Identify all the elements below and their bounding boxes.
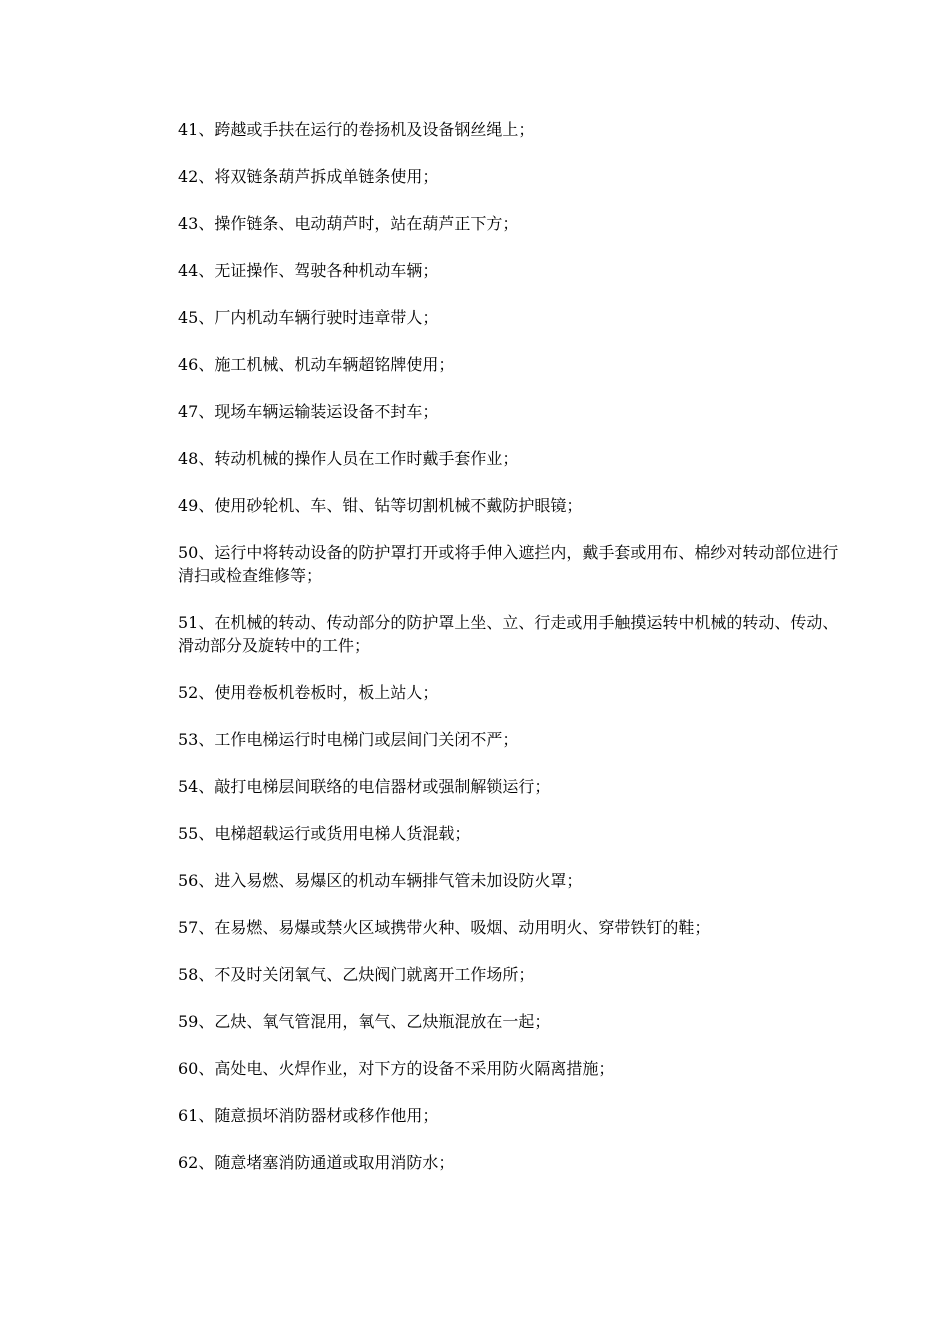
list-item bbox=[178, 1057, 950, 1080]
list-item-text: 42、将双链条葫芦拆成单链条使用； bbox=[178, 167, 439, 186]
list-item-text: 61、随意损坏消防器材或移作他用； bbox=[178, 1106, 439, 1125]
item-spacer bbox=[178, 657, 950, 681]
item-spacer bbox=[178, 1033, 950, 1057]
list-item bbox=[178, 869, 950, 892]
item-spacer bbox=[178, 423, 950, 447]
list-item bbox=[178, 212, 950, 235]
list-item-text: 53、工作电梯运行时电梯门或层间门关闭不严； bbox=[178, 730, 519, 749]
list-item-text: 47、现场车辆运输装运设备不封车； bbox=[178, 402, 439, 421]
item-spacer bbox=[178, 892, 950, 916]
list-item bbox=[178, 400, 950, 423]
list-item-text: 54、敲打电梯层间联络的电信器材或强制解锁运行； bbox=[178, 777, 551, 796]
list-item-text: 57、在易燃、易爆或禁火区域携带火种、吸烟、动用明火、穿带铁钉的鞋； bbox=[178, 918, 711, 937]
item-spacer bbox=[178, 141, 950, 165]
list-item bbox=[178, 822, 950, 845]
list-item-text: 43、操作链条、电动葫芦时，站在葫芦正下方； bbox=[178, 214, 519, 233]
list-item-text: 60、高处电、火焊作业，对下方的设备不采用防火隔离措施； bbox=[178, 1059, 615, 1078]
list-item-text: 52、使用卷板机卷板时，板上站人； bbox=[178, 683, 439, 702]
item-spacer bbox=[178, 1080, 950, 1104]
item-spacer bbox=[178, 329, 950, 353]
list-item bbox=[178, 447, 950, 470]
list-item-text: 49、使用砂轮机、车、钳、钻等切割机械不戴防护眼镜； bbox=[178, 496, 583, 515]
list-item-text: 56、进入易燃、易爆区的机动车辆排气管未加设防火罩； bbox=[178, 871, 583, 890]
rule-list bbox=[178, 118, 950, 1174]
list-item bbox=[178, 1104, 950, 1127]
list-item-text: 58、不及时关闭氧气、乙炔阀门就离开工作场所； bbox=[178, 965, 535, 984]
list-item bbox=[178, 916, 950, 939]
item-spacer bbox=[178, 235, 950, 259]
list-item-text: 44、无证操作、驾驶各种机动车辆； bbox=[178, 261, 439, 280]
item-spacer bbox=[178, 704, 950, 728]
list-item bbox=[178, 1010, 950, 1033]
list-item-text: 51、在机械的转动、传动部分的防护罩上坐、立、行走或用手触摸运转中机械的转动、传动、 bbox=[178, 613, 839, 632]
item-spacer bbox=[178, 798, 950, 822]
list-item-text: 59、乙炔、氧气管混用，氧气、乙炔瓶混放在一起； bbox=[178, 1012, 551, 1031]
item-spacer bbox=[178, 1127, 950, 1151]
item-spacer bbox=[178, 282, 950, 306]
list-item bbox=[178, 541, 950, 587]
item-spacer bbox=[178, 587, 950, 611]
list-item bbox=[178, 1151, 950, 1174]
list-item bbox=[178, 165, 950, 188]
list-item bbox=[178, 353, 950, 376]
list-item-text: 50、运行中将转动设备的防护罩打开或将手伸入遮拦内，戴手套或用布、棉纱对转动部位进行 bbox=[178, 543, 839, 562]
list-item-text: 46、施工机械、机动车辆超铭牌使用； bbox=[178, 355, 455, 374]
list-item-text: 55、电梯超载运行或货用电梯人货混载； bbox=[178, 824, 471, 843]
item-spacer bbox=[178, 986, 950, 1010]
item-spacer bbox=[178, 517, 950, 541]
list-item bbox=[178, 775, 950, 798]
list-item-text: 62、随意堵塞消防通道或取用消防水； bbox=[178, 1153, 455, 1172]
list-item bbox=[178, 306, 950, 329]
list-item bbox=[178, 611, 950, 657]
list-item-text: 滑动部分及旋转中的工件； bbox=[178, 636, 371, 655]
item-spacer bbox=[178, 470, 950, 494]
item-spacer bbox=[178, 751, 950, 775]
item-spacer bbox=[178, 845, 950, 869]
list-item-text: 45、厂内机动车辆行驶时违章带人； bbox=[178, 308, 439, 327]
item-spacer bbox=[178, 188, 950, 212]
list-item bbox=[178, 681, 950, 704]
item-spacer bbox=[178, 939, 950, 963]
list-item bbox=[178, 963, 950, 986]
list-item bbox=[178, 494, 950, 517]
list-item-text: 41、跨越或手扶在运行的卷扬机及设备钢丝绳上； bbox=[178, 120, 535, 139]
list-item bbox=[178, 259, 950, 282]
list-item bbox=[178, 728, 950, 751]
list-item bbox=[178, 118, 950, 141]
list-item-text: 清扫或检查维修等； bbox=[178, 566, 323, 585]
list-item-text: 48、转动机械的操作人员在工作时戴手套作业； bbox=[178, 449, 519, 468]
item-spacer bbox=[178, 376, 950, 400]
